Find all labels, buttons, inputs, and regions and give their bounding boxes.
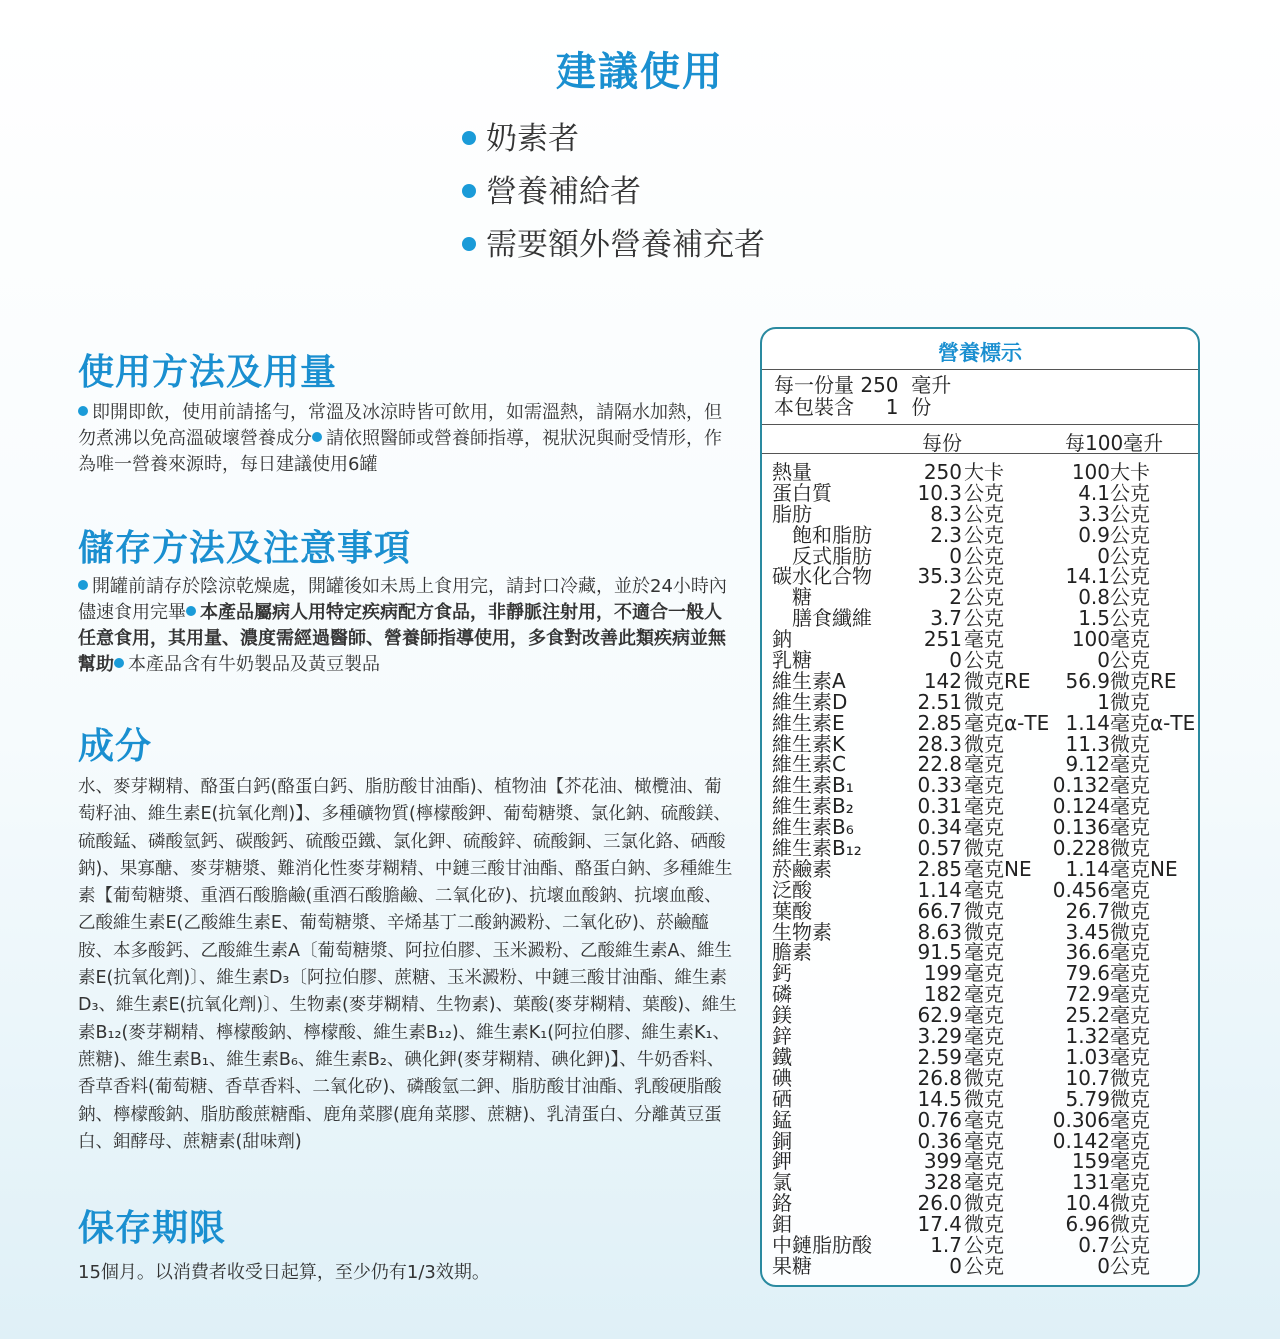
per-100ml-unit: 微克 [1110,836,1150,861]
per-100ml-value: 3.45 [1065,919,1110,944]
per-100ml-unit: 微克 [1110,731,1150,756]
table-row [762,1044,1198,1069]
per-100ml-unit: 毫克 [1110,627,1150,652]
table-row [762,754,1198,775]
per-100ml-value: 14.1 [1065,564,1110,589]
per-100ml-value: 10.7 [1065,1065,1110,1090]
per-100ml-value: 100 [1071,627,1110,652]
per-100ml-unit: 毫克 [1110,877,1150,902]
table-row [762,1214,1198,1235]
serving-size: 每一份量 250 毫升 [774,373,952,397]
table-row [762,877,1198,902]
per-100ml-value: 0.9 [1078,522,1110,547]
per-100ml-unit: 微克 [1110,898,1150,923]
per-100ml-unit: 毫克 [1110,982,1150,1007]
per-100ml-value: 26.7 [1065,898,1110,923]
per-100ml-value: 0.228 [1052,836,1110,861]
per-100ml-value: 0.136 [1052,815,1110,840]
per-serving-unit: 毫克α-TE [964,710,1050,735]
per-serving-value: 8.63 [917,919,962,944]
table-row [762,650,1198,671]
table-row [762,1253,1198,1278]
per-100ml-unit: 毫克 [1110,961,1150,986]
per-serving-value: 250 [923,460,962,484]
per-100ml-value: 0 [1097,543,1110,568]
per-100ml-value: 1.5 [1078,606,1110,631]
per-100ml-value: 5.79 [1065,1086,1110,1111]
per-serving-value: 0.36 [917,1128,962,1153]
per-100ml-unit: 毫克 [1110,1003,1150,1028]
nutrient-name: 維生素C [772,752,846,777]
per-100ml-value: 6.96 [1065,1212,1110,1237]
table-row [762,462,1198,483]
per-100ml-unit: 毫克 [1110,1128,1150,1153]
per-100ml-unit: 公克 [1110,606,1150,631]
per-100ml-value: 4.1 [1078,480,1110,505]
bullet-dot-icon [462,184,476,198]
per-serving-value: 17.4 [917,1212,962,1237]
table-row [762,817,1198,838]
nutrient-name: 維生素B₆ [772,815,854,840]
table-row [762,838,1198,859]
per-serving-unit: 公克 [964,648,1004,673]
table-row [762,1026,1198,1047]
nutrient-name: 菸鹼素 [772,856,832,881]
per-serving-value: 251 [923,627,962,652]
nutrient-name: 銅 [772,1128,792,1153]
per-serving-value: 62.9 [917,1003,962,1028]
nutrient-name: 鎂 [772,1003,792,1028]
nutrient-name: 維生素E [772,710,845,735]
table-row [762,1107,1198,1132]
per-serving-value: 35.3 [917,564,962,589]
nutrient-name: 泛酸 [772,877,812,902]
nutrition-column-headers [762,425,1198,454]
nutrient-name: 維生素K [772,731,846,756]
per-serving-unit: 毫克 [964,961,1004,986]
per-100ml-value: 0.8 [1078,585,1110,610]
per-serving-unit: 毫克 [964,815,1004,840]
per-100ml-unit: 公克 [1110,648,1150,673]
per-100ml-unit: 微克 [1110,1191,1150,1216]
nutrient-name: 反式脂肪 [772,543,872,568]
table-row [762,1172,1198,1193]
storage-text: 開罐前請存於陰涼乾燥處，開罐後如未馬上食用完，請封口冷藏，並於24小時內儘速食用完畢 本產品屬病人用特定疾病配方食品，非靜脈注射用，不適合一般人任意食用，其用量、濃度需經過醫師、營養師指導使用，多食對改善此類疾病並無幫助 本產品含有牛奶製品及黃豆製品 [78,576,727,675]
col-per-serving: 每份 [922,431,962,455]
per-100ml-unit: 毫克 [1110,794,1150,819]
table-row [762,1232,1198,1257]
per-serving-value: 328 [923,1170,962,1195]
per-serving-unit: 毫克 [964,982,1004,1007]
per-serving-value: 0.31 [917,794,962,819]
per-serving-unit: 公克 [964,564,1004,589]
per-100ml-unit: 毫克 [1110,752,1150,777]
nutrient-name: 脂肪 [772,501,812,526]
per-serving-value: 199 [923,961,962,986]
nutrient-name: 硒 [772,1086,792,1111]
per-serving-unit: 毫克 [964,1149,1004,1174]
nutrient-name: 鉻 [772,1191,792,1216]
per-serving-unit: 微克 [964,731,1004,756]
nutrient-name: 蛋白質 [772,480,832,505]
per-serving-unit: 微克 [964,1086,1004,1111]
per-serving-unit: 公克 [964,501,1004,526]
per-100ml-value: 1.03 [1065,1044,1110,1069]
per-100ml-unit: 毫克 [1110,940,1150,965]
per-100ml-value: 36.6 [1065,940,1110,965]
per-100ml-value: 0 [1097,648,1110,673]
per-100ml-value: 79.6 [1065,961,1110,986]
per-100ml-unit: 毫克 [1110,773,1150,798]
per-serving-unit: 公克 [964,1253,1004,1278]
per-serving-value: 0 [949,1253,962,1278]
nutrition-title: 營養標示 [762,329,1198,370]
per-100ml-unit: 毫克 [1110,1149,1150,1174]
per-serving-unit: 微克 [964,1191,1004,1216]
per-100ml-value: 0.456 [1052,877,1110,902]
table-row [762,710,1198,735]
per-100ml-unit: 公克 [1110,585,1150,610]
table-row [762,919,1198,944]
nutrient-name: 碘 [772,1065,792,1090]
per-100ml-value: 1 [1097,689,1110,714]
per-serving-value: 66.7 [917,898,962,923]
table-row [762,668,1198,693]
per-serving-value: 142 [923,668,962,693]
list-item: 需要額外營養補充者 [462,224,765,277]
table-row [762,775,1198,796]
col-per-100ml: 每100毫升 [1065,431,1164,455]
per-serving-value: 0.33 [917,773,962,798]
per-serving-value: 0.57 [917,836,962,861]
ingredients-text: 水、麥芽糊精、酪蛋白鈣(酪蛋白鈣、脂肪酸甘油酯)、植物油【芥花油、橄欖油、葡萄籽油、維生素E(抗氧化劑)】、多種礦物質(檸檬酸鉀、葡萄糖漿、氯化鈉、硫酸鎂、硫酸錳、磷酸氫鈣、碳酸鈣、硫酸亞鐵、氯化鉀、硫酸鋅、硫酸銅、三氯化鉻、硒酸鈉)、果寡醣、麥芽糖漿、難消化性麥芽糊精、中鏈三酸甘油酯、酪蛋白鈉、多種維生素【葡萄糖漿、重酒石酸膽鹼(重酒石酸膽鹼、二氧化矽)、抗壞血酸鈉、抗壞血酸、乙酸維生素E(乙酸維生素E、葡萄糖漿、辛烯基丁二酸鈉澱粉、二氧化矽)、菸鹼醯胺、本多酸鈣、乙酸維生素A〔葡萄糖漿、阿拉伯膠、玉米澱粉、乙酸維生素A、維生素E(抗氧化劑)〕、維生素D₃〔阿拉伯膠、蔗糖、玉米澱粉、中鏈三酸甘油酯、維生素D₃、維生素E(抗氧化劑)〕、生物素(麥芽糊精、生物素)、葉酸(麥芽糊精、葉酸)、維生素B₁₂(麥芽糊精、檸檬酸鈉、檸檬酸、維生素B₁₂)、維生素K₁(阿拉伯膠、維生素K₁、蔗糖)、維生素B₁、維生素B₆、維生素B₂、碘化鉀(麥芽糊精、碘化鉀)】、牛奶香料、香草香料(葡萄糖、香草香料、二氧化矽)、磷酸氫二鉀、脂肪酸甘油酯、乳酸硬脂酸鈉、檸檬酸鈉、脂肪酸蔗糖酯、鹿角菜膠(鹿角菜膠、蔗糖)、乳清蛋白、分離黃豆蛋白、鉬酵母、蔗糖素(甜味劑) [78,777,737,1152]
nutrient-name: 鋅 [772,1024,792,1049]
per-serving-unit: 毫克 [964,1003,1004,1028]
per-100ml-unit: 公克 [1110,522,1150,547]
per-100ml-value: 0.142 [1052,1128,1110,1153]
per-serving-value: 2.3 [930,522,962,547]
per-serving-unit: 毫克 [964,1024,1004,1049]
recommend-title: 建議使用 [556,49,724,95]
per-100ml-value: 0.132 [1052,773,1110,798]
bullet-dot-icon [462,131,476,145]
table-row [762,480,1198,505]
per-100ml-unit: 毫克 [1110,1024,1150,1049]
per-100ml-unit: 公克 [1110,1232,1150,1257]
per-serving-unit: 毫克 [964,752,1004,777]
usage-text: 即開即飲，使用前請搖勻，常溫及冰涼時皆可飲用，如需溫熱，請隔水加熱，但勿煮沸以免高溫破壞營養成分 請依照醫師或營養師指導，視狀況與耐受情形，作為唯一營養來源時，每日建議使用6罐 [78,402,722,475]
per-serving-value: 26.8 [917,1065,962,1090]
per-serving-value: 399 [923,1149,962,1174]
recommend-list [462,118,765,277]
per-100ml-unit: 公克 [1110,564,1150,589]
per-serving-value: 10.3 [917,480,962,505]
bullet-dot-icon [114,658,124,668]
per-serving-value: 1.7 [930,1232,962,1257]
per-serving-unit: 毫克 [964,1170,1004,1195]
table-row [762,689,1198,714]
table-row [762,984,1198,1005]
per-100ml-value: 0.124 [1052,794,1110,819]
serving-info [762,370,1198,425]
table-row [762,1065,1198,1090]
per-100ml-unit: 微克 [1110,1065,1150,1090]
per-100ml-unit: 毫克 [1110,815,1150,840]
per-serving-value: 26.0 [917,1191,962,1216]
nutrient-name: 維生素B₁₂ [772,836,862,861]
per-serving-value: 2.59 [917,1044,962,1069]
per-serving-unit: 微克 [964,898,1004,923]
nutrient-name: 鐵 [772,1044,792,1069]
per-serving-value: 0.76 [917,1107,962,1132]
per-100ml-value: 0 [1097,1253,1110,1278]
per-serving-unit: 公克 [964,543,1004,568]
bullet-dot-icon [78,406,88,416]
table-row [762,942,1198,963]
per-serving-unit: 微克 [964,689,1004,714]
bullet-dot-icon [312,432,322,442]
per-serving-value: 0 [949,648,962,673]
per-serving-unit: 毫克 [964,1128,1004,1153]
table-row [762,898,1198,923]
per-serving-value: 0.34 [917,815,962,840]
table-row [762,522,1198,547]
list-item: 營養補給者 [462,171,765,224]
per-100ml-unit: 毫克 [1110,1044,1150,1069]
per-100ml-unit: 毫克NE [1110,856,1178,881]
nutrient-name: 糖 [772,585,812,610]
table-row [762,501,1198,526]
nutrition-panel [760,327,1200,1287]
per-serving-unit: 大卡 [964,460,1004,484]
per-serving-value: 22.8 [917,752,962,777]
per-serving-unit: 毫克NE [964,856,1032,881]
per-100ml-value: 72.9 [1065,982,1110,1007]
per-100ml-unit: 微克 [1110,919,1150,944]
table-row [762,963,1198,984]
nutrition-rows [762,454,1198,1277]
nutrient-name: 維生素B₁ [772,773,854,798]
table-row [762,1086,1198,1111]
nutrient-name: 熱量 [772,460,812,484]
per-100ml-unit: 公克 [1110,1253,1150,1278]
per-serving-unit: 毫克 [964,1044,1004,1069]
per-serving-value: 3.7 [930,606,962,631]
per-100ml-value: 0.306 [1052,1107,1110,1132]
table-row [762,1193,1198,1214]
per-100ml-unit: 微克 [1110,1212,1150,1237]
nutrient-name: 維生素D [772,689,848,714]
nutrient-name: 果糖 [772,1253,812,1278]
per-100ml-value: 1.32 [1065,1024,1110,1049]
nutrient-name: 乳糖 [772,648,812,673]
nutrient-name: 鈣 [772,961,792,986]
table-row [762,608,1198,629]
per-100ml-value: 3.3 [1078,501,1110,526]
per-100ml-unit: 微克 [1110,1086,1150,1111]
per-serving-unit: 公克 [964,480,1004,505]
nutrient-name: 氯 [772,1170,792,1195]
per-serving-unit: 公克 [964,1232,1004,1257]
per-100ml-unit: 公克 [1110,501,1150,526]
per-100ml-value: 9.12 [1065,752,1110,777]
nutrient-name: 膽素 [772,940,812,965]
per-serving-unit: 毫克 [964,773,1004,798]
per-100ml-value: 25.2 [1065,1003,1110,1028]
per-serving-value: 2.85 [917,856,962,881]
table-row [762,731,1198,756]
table-row [762,796,1198,817]
per-serving-unit: 公克 [964,585,1004,610]
per-100ml-unit: 公克 [1110,543,1150,568]
nutrient-name: 生物素 [772,919,832,944]
per-serving-value: 2.51 [917,689,962,714]
per-100ml-value: 159 [1071,1149,1110,1174]
ingredients-title: 成分 [78,726,153,767]
per-100ml-value: 56.9 [1065,668,1110,693]
per-100ml-unit: 毫克 [1110,1107,1150,1132]
nutrient-name: 鉬 [772,1212,792,1237]
per-100ml-unit: 公克 [1110,480,1150,505]
bullet-dot-icon [186,606,196,616]
nutrient-name: 膳食纖維 [772,606,872,631]
list-item: 奶素者 [462,118,765,171]
per-serving-unit: 毫克 [964,940,1004,965]
per-serving-unit: 毫克 [964,877,1004,902]
table-row [762,1005,1198,1026]
per-serving-value: 2 [949,585,962,610]
per-100ml-value: 10.4 [1065,1191,1110,1216]
per-100ml-unit: 微克 [1110,689,1150,714]
per-serving-value: 0 [949,543,962,568]
table-row [762,1151,1198,1172]
per-100ml-unit: 大卡 [1110,460,1150,484]
nutrient-name: 錳 [772,1107,792,1132]
per-serving-value: 3.29 [917,1024,962,1049]
per-serving-unit: 毫克 [964,1107,1004,1132]
per-serving-unit: 微克 [964,1212,1004,1237]
table-row [762,856,1198,881]
shelf-life-text: 15個月。以消費者收受日起算，至少仍有1/3效期。 [78,1262,490,1283]
usage-title: 使用方法及用量 [78,352,338,393]
per-serving-unit: 微克RE [964,668,1031,693]
nutrient-name: 飽和脂肪 [772,522,872,547]
per-serving-value: 28.3 [917,731,962,756]
per-serving-unit: 公克 [964,606,1004,631]
per-100ml-unit: 毫克 [1110,1170,1150,1195]
table-row [762,629,1198,650]
per-serving-unit: 毫克 [964,794,1004,819]
per-serving-value: 1.14 [917,877,962,902]
servings-per-package: 本包裝含 1 份 [774,395,932,419]
nutrient-name: 鉀 [772,1149,792,1174]
per-serving-unit: 微克 [964,1065,1004,1090]
table-row [762,566,1198,587]
per-100ml-value: 1.14 [1065,710,1110,735]
bullet-dot-icon [462,237,476,251]
nutrient-name: 鈉 [772,627,792,652]
table-row [762,543,1198,568]
per-serving-unit: 公克 [964,522,1004,547]
per-serving-value: 8.3 [930,501,962,526]
per-serving-unit: 微克 [964,836,1004,861]
table-row [762,1128,1198,1153]
per-100ml-value: 100 [1071,460,1110,484]
per-100ml-value: 1.14 [1065,856,1110,881]
per-serving-value: 14.5 [917,1086,962,1111]
shelf-life-title: 保存期限 [78,1208,227,1249]
nutrient-name: 中鏈脂肪酸 [772,1232,872,1257]
nutrient-name: 磷 [772,982,792,1007]
table-row [762,587,1198,608]
per-serving-value: 182 [923,982,962,1007]
per-serving-unit: 微克 [964,919,1004,944]
storage-title: 儲存方法及注意事項 [78,528,412,569]
nutrient-name: 維生素A [772,668,846,693]
nutrient-name: 維生素B₂ [772,794,854,819]
per-serving-value: 2.85 [917,710,962,735]
bullet-dot-icon [78,580,88,590]
per-100ml-value: 131 [1071,1170,1110,1195]
per-100ml-unit: 毫克α-TE [1110,710,1196,735]
nutrient-name: 碳水化合物 [772,564,872,589]
nutrient-name: 葉酸 [772,898,812,923]
per-serving-unit: 毫克 [964,627,1004,652]
per-100ml-value: 11.3 [1065,731,1110,756]
per-100ml-value: 0.7 [1078,1232,1110,1257]
per-serving-value: 91.5 [917,940,962,965]
per-100ml-unit: 微克RE [1110,668,1177,693]
